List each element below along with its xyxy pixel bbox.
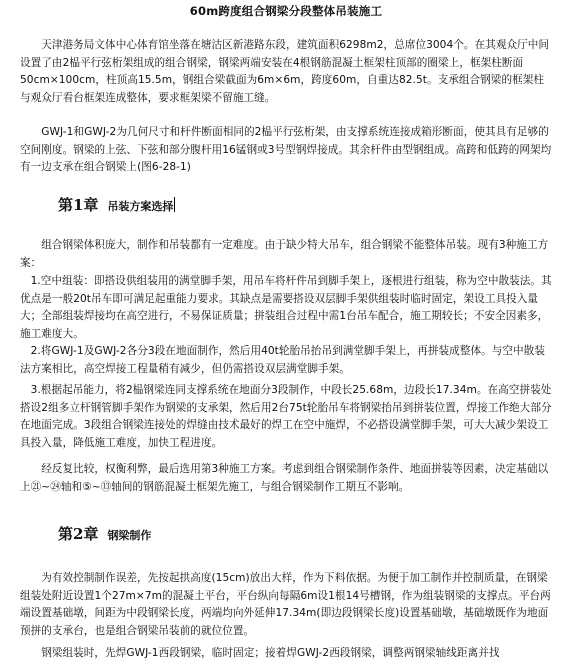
chapter-2-label: 钢梁制作 <box>107 529 152 542</box>
chapter-1-paragraph-5: 经反复比较，权衡利弊，最后选用第3种施工方案。考虑到组合钢梁制作条件、地面拼装等因素，决定基础以上㉑~㉔轴和⑤~⑬轴间的钢筋混凝土框架先施工，与组合钢梁制作工期互不影响。 <box>20 463 549 493</box>
chapter-1-paragraph-4: 3.根据起吊能力，将2榀钢梁连同支撑系统在地面分3段制作，中段长25.68m，边段长17.34m。在高空拼装处搭设2组多立杆钢管脚手架作为钢梁的支承架，然后用2台75t轮胎吊车将钢梁抬吊到拼装位置，焊接工作绝大部分在地面完成。3段组合钢梁连接处的焊缝由技术最好的焊工在空中施焊，不必搭设满堂脚手架，可大大减少架设工具投入量，降低施工难度，加快工程进度。 <box>20 384 552 449</box>
chapter-2-paragraph-1: 为有效控制制作误差，先按起拱高度(15cm)放出大样，作为下料依据。为便于加工制作并控制质量，在钢梁组装处附近设置1个27m×7m的混凝土平台，平台纵向每隔6m设1根14号槽钢，作为组装钢梁的支撑点。平台两端设置基础墩，间距为中段钢梁长度，两端均向外延伸17.34m(即边段钢梁长度)设置基础墩，基础墩既作为地面预拼的支承台，也是组合钢梁吊装前的就位位置。 <box>20 572 551 637</box>
chapter-2-paragraph-2: 钢梁组装时，先焊GWJ-1西段钢梁，临时固定；接着焊GWJ-2西段钢梁，调整两钢梁轴线距离并找 <box>41 647 500 659</box>
chapter-1-paragraph-1: 组合钢梁体积庞大，制作和吊装都有一定难度。由于缺少特大吊车，组合钢梁不能整体吊装。现有3种施工方案： <box>20 239 549 269</box>
chapter-1-label: 吊装方案选择 <box>107 200 174 213</box>
chapter-2-heading <box>58 523 151 544</box>
intro-paragraph-2: GWJ-1和GWJ-2为几何尺寸和杆件断面相同的2榀平行弦桁架，由支撑系统连接成箱形断面，使其具有足够的空间刚度。钢梁的上弦、下弦和部分腹杆用16锰钢或3号型钢焊接成。其余杆件由型钢组成。高跨和低跨的网架均有一边支承在组合钢梁上(图6-28-1) <box>20 126 552 174</box>
chapter-1-paragraph-3: 2.将GWJ-1及GWJ-2各分3段在地面制作，然后用40t轮胎吊抬吊到满堂脚手架上，再拼装成整体。与空中散装法方案相比，高空焊接工程量稍有减少，但仍需搭设双层满堂脚手架。 <box>20 345 545 375</box>
chapter-2-number: 第2章 <box>58 525 99 543</box>
text-cursor <box>174 197 175 212</box>
chapter-1-number: 第1章 <box>58 196 99 214</box>
intro-paragraph-1: 天津港务局文体中心体育馆坐落在塘沽区新港路东段，建筑面积6298m2，总席位3004个。在其观众厅中间设置了由2榀平行弦桁架组成的组合钢梁，钢梁两端安装在4根钢筋混凝土框架柱顶部的圈梁上，框架柱断面50cm×100cm，柱顶高15.5m，钢组合梁截面为6m×6m，跨度60m，自重达82.5t。支承组合钢梁的框架柱与观众厅看台框架连成整体，要求框架梁不留施工缝。 <box>20 39 550 104</box>
chapter-1-paragraph-2: 1.空中组装：即搭设供组装用的满堂脚手架，用吊车将杆件吊到脚手架上，逐根进行组装，称为空中散装法。其优点是一般20t吊车即可满足起重能力要求。其缺点是需要搭设双层脚手架供组装时临时固定，架设工具投入量大；全部组装焊接均在高空进行，不易保证质量；拼装组合过程中需1台吊车配合，施工期较长；不安全因素多，施工难度大。 <box>20 275 552 340</box>
document-title: 60m跨度组合钢梁分段整体吊装施工 <box>189 4 383 18</box>
chapter-1-heading <box>58 194 175 215</box>
